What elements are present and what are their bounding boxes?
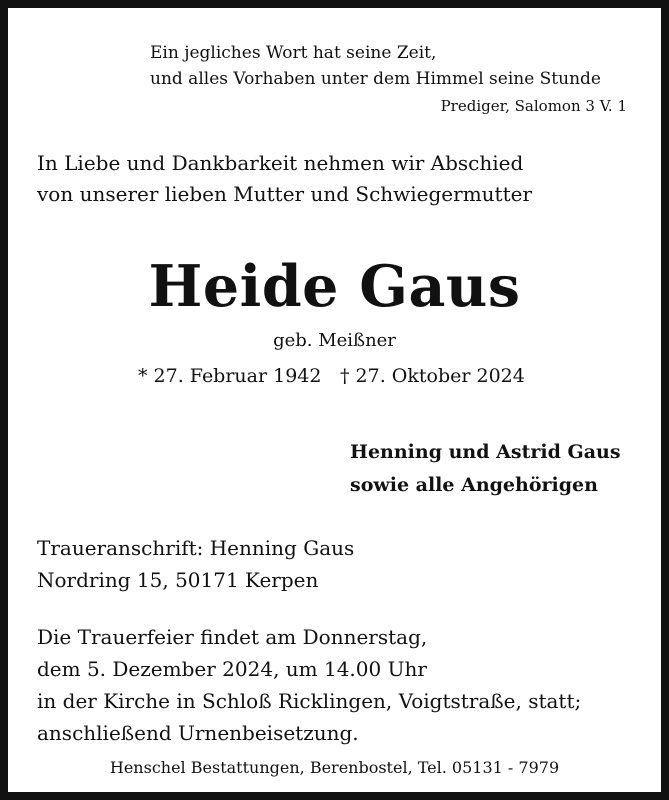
birth-date: * 27. Februar 1942 [138,365,322,387]
service-line-3: in der Kirche in Schloß Ricklingen, Voigtstraße, statt; [37,689,582,713]
footer-funeral-home: Henschel Bestattungen, Berenbostel, Tel. 05131 - 7979 [109,758,560,777]
deceased-name: Heide Gaus [148,253,521,320]
address-line-1: Traueranschrift: Henning Gaus [37,536,355,560]
death-date: † 27. Oktober 2024 [340,365,525,387]
service-line-4: anschließend Urnenbeisetzung. [37,721,359,745]
intro-line-2: von unserer lieben Mutter und Schwiegermutter [37,182,533,206]
intro-line-1: In Liebe und Dankbarkeit nehmen wir Abschied [37,151,524,175]
mourners-line-1: Henning und Astrid Gaus [350,441,621,463]
birth-name: geb. Meißner [273,330,396,351]
service-line-2: dem 5. Dezember 2024, um 14.00 Uhr [37,657,427,681]
quote-line-1: Ein jegliches Wort hat seine Zeit, [150,43,437,63]
mourners-line-2: sowie alle Angehörigen [350,474,598,496]
quote-line-2: und alles Vorhaben unter dem Himmel seine Stunde [150,69,601,89]
quote-source: Prediger, Salomon 3 V. 1 [440,97,627,115]
service-line-1: Die Trauerfeier findet am Donnerstag, [37,625,428,649]
address-line-2: Nordring 15, 50171 Kerpen [37,568,319,592]
